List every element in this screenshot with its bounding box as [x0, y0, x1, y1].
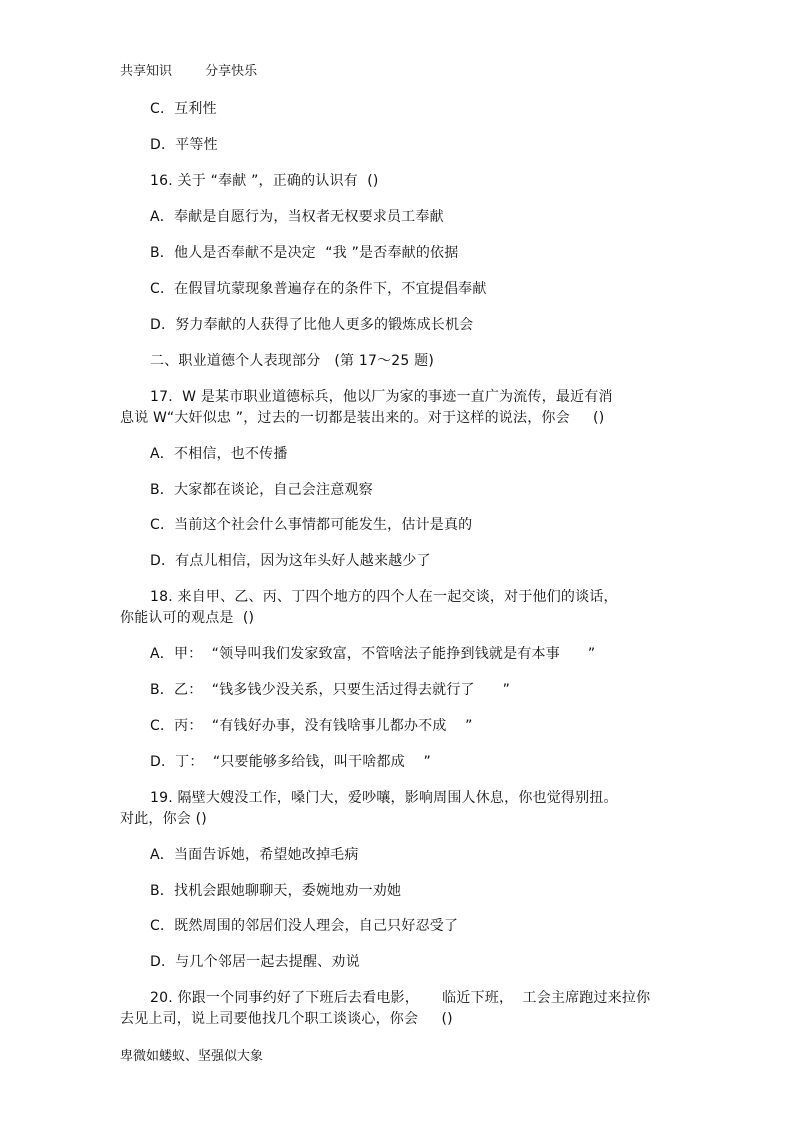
- q17-option-d: D．有点儿相信，因为这年头好人越来越少了: [150, 553, 431, 569]
- q16-option-c: C．在假冒坑蒙现象普遍存在的条件下，不宜提倡奉献: [150, 281, 487, 297]
- page-header: [120, 60, 257, 79]
- header-right: 分享快乐: [205, 64, 258, 79]
- section-heading: 二、职业道德个人表现部分 (第 17～25 题): [150, 353, 435, 369]
- q17-option-a: A．不相信，也不传播: [150, 446, 288, 462]
- q18-option-a: A．甲： “领导叫我们发家致富，不管啥法子能挣到钱就是有本事 ”: [150, 646, 596, 662]
- q18-option-b: B．乙： “钱多钱少没关系，只要生活过得去就行了 ”: [150, 682, 511, 698]
- q18-option-c: C．丙： “有钱好办事，没有钱啥事儿都办不成 ”: [150, 718, 473, 734]
- q18-stem-line1: 18. 来自甲、乙、丙、丁四个地方的四个人在一起交谈，对于他们的谈话，: [150, 589, 618, 605]
- q16-option-a: A．奉献是自愿行为，当权者无权要求员工奉献: [150, 209, 444, 225]
- header-left: 共享知识: [120, 64, 173, 79]
- q19-stem-line1: 19. 隔壁大嫂没工作，嗓门大，爱吵嚷，影响周围人休息，你也觉得别扭。: [150, 790, 618, 806]
- q16-option-b: B．他人是否奉献不是决定 “我 ”是否奉献的依据: [150, 245, 459, 261]
- q17-stem-line1: 17. W 是某市职业道德标兵，他以厂为家的事迹一直广为流传，最近有消: [150, 389, 613, 405]
- q19-stem-line2: 对此，你会 (): [120, 811, 207, 827]
- q20-stem-line2: 去见上司，说上司要他找几个职工谈谈心，你会 (): [120, 1011, 453, 1027]
- q19-option-c: C．既然周围的邻居们没人理会，自己只好忍受了: [150, 918, 459, 934]
- q18-option-d: D．丁： “只要能够多给钱，叫干啥都成 ”: [150, 754, 431, 770]
- q19-option-b: B．找机会跟她聊聊天，委婉地劝一劝她: [150, 883, 402, 899]
- q17-option-b: B．大家都在谈论，自己会注意观察: [150, 482, 373, 498]
- q15-option-d: D．平等性: [150, 137, 218, 153]
- q19-option-a: A．当面告诉她，希望她改掉毛病: [150, 847, 359, 863]
- q17-stem-line2: 息说 W“大奸似忠 ”，过去的一切都是装出来的。对于这样的说法，你会 (): [120, 410, 605, 426]
- q19-option-d: D．与几个邻居一起去提醒、劝说: [150, 954, 360, 970]
- page-footer: 卑微如蝼蚁、坚强似大象: [120, 1049, 264, 1064]
- q16-option-d: D．努力奉献的人获得了比他人更多的锻炼成长机会: [150, 317, 474, 333]
- q15-option-c: C．互利性: [150, 101, 217, 117]
- q18-stem-line2: 你能认可的观点是 (): [120, 610, 255, 626]
- q17-option-c: C．当前这个社会什么事情都可能发生，估计是真的: [150, 517, 473, 533]
- q20-stem-line1: 20. 你跟一个同事约好了下班后去看电影， 临近下班， 工会主席跑过来拉你: [150, 990, 651, 1006]
- q16-stem: 16. 关于 “奉献 ”，正确的认识有 (): [150, 173, 379, 189]
